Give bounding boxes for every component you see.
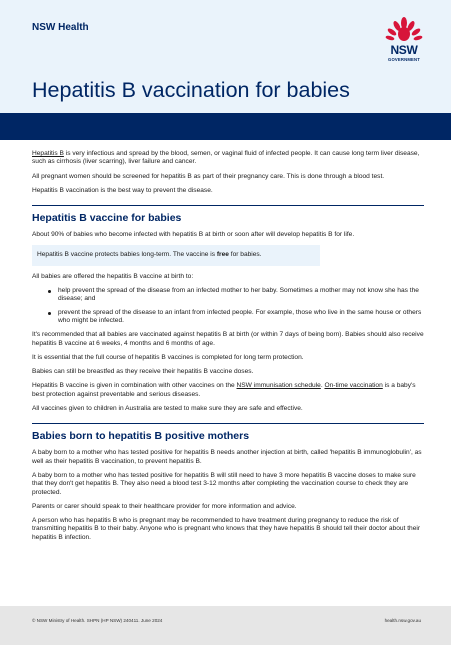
callout-text-end: for babies. bbox=[228, 251, 262, 259]
combination-text: Hepatitis B vaccine is given in combination with other vaccines on the bbox=[32, 382, 237, 390]
full-course-paragraph: It is essential that the full course of hepatitis B vaccines is completed for long term protection. bbox=[32, 353, 304, 361]
copyright-text: © NSW Ministry of Health. SHPN (HP NSW) 240411. June 2024 bbox=[32, 618, 163, 623]
callout-free-text: free bbox=[216, 251, 229, 259]
on-time-vaccination-link[interactable]: On-time vaccination bbox=[324, 382, 383, 390]
best-prevention-paragraph: Hepatitis B vaccination is the best way to prevent the disease. bbox=[32, 186, 213, 194]
section-heading-positive-mothers: Babies born to hepatitis B positive mothers bbox=[32, 423, 424, 443]
offered-at-birth-paragraph: All babies are offered the hepatitis B vaccine at birth to: bbox=[32, 272, 194, 280]
intro-paragraph bbox=[32, 150, 424, 167]
healthcare-provider-paragraph: Parents or carer should speak to their healthcare provider for more information and advice. bbox=[32, 502, 297, 510]
schedule-paragraph: It's recommended that all babies are vaccinated against hepatitis B at birth (or within 7 days of being born). Babies should also receive hepatitis B vaccine at 6 weeks, 4 months and 6 months of age. bbox=[32, 331, 424, 347]
list-item: prevent the spread of the disease to an infant from infected people. For example, those who live in the same house or others who might be infected. bbox=[58, 309, 424, 326]
website-link[interactable]: health.nsw.gov.au bbox=[384, 618, 421, 623]
page-title: Hepatitis B vaccination for babies bbox=[32, 78, 350, 102]
intro-paragraph-text: is very infectious and spread by the blood, semen, or vaginal fluid of infected people. It can cause long term liver disease, such as cirrhosis (liver scarring), liver failure and cancer. bbox=[32, 150, 420, 166]
section-heading-vaccine-for-babies: Hepatitis B vaccine for babies bbox=[32, 205, 424, 225]
safety-paragraph: All vaccines given to children in Australia are tested to make sure they are safe and effective. bbox=[32, 405, 303, 413]
additional-doses-paragraph: A baby born to a mother who has tested positive for hepatitis B will still need to have 3 more hepatitis B vaccine doses to make sure that they don't get hepatitis B. They also need a blood test 3-12 months after completing the vaccination course to check they are protected. bbox=[32, 471, 416, 496]
hepatitis-b-link[interactable]: Hepatitis B bbox=[32, 150, 64, 157]
nsw-government-logo[interactable] bbox=[384, 16, 424, 68]
callout-text: Hepatitis B vaccine protects babies long-term. The vaccine is bbox=[37, 251, 217, 259]
waratah-icon bbox=[384, 16, 424, 44]
list-item: help prevent the spread of the disease from an infected mother to her baby. Sometimes a mother may not know she has the disease; and bbox=[58, 287, 424, 304]
combination-text-end: is a baby's best protection against preventable and serious diseases. bbox=[32, 382, 416, 398]
breastfeeding-paragraph: Babies can still be breastfed as they receive their hepatitis B vaccine doses. bbox=[32, 368, 254, 376]
header-divider-bar bbox=[0, 113, 451, 140]
immunoglobulin-paragraph: A baby born to a mother who has tested positive for hepatitis B needs another injection at birth, called 'hepatitis B immunoglobulin', as well as their hepatitis B vaccination, to prevent hepatitis B. bbox=[32, 449, 422, 465]
reasons-list bbox=[32, 287, 424, 325]
header-band bbox=[0, 0, 451, 113]
logo-text: NSW bbox=[390, 43, 418, 57]
footer bbox=[0, 606, 451, 645]
combination-paragraph bbox=[32, 382, 424, 399]
screening-paragraph: All pregnant women should be screened for hepatitis B as part of their pregnancy care. This is done through a blood test. bbox=[32, 172, 385, 180]
logo-subtext: GOVERNMENT bbox=[387, 57, 420, 62]
callout-box bbox=[32, 245, 320, 265]
combination-separator: . bbox=[320, 382, 325, 390]
org-name: NSW Health bbox=[32, 22, 89, 33]
infection-rate-paragraph: About 90% of babies who become infected with hepatitis B at birth or soon after will develop hepatitis B for life. bbox=[32, 231, 355, 239]
immunisation-schedule-link[interactable]: NSW immunisation schedule bbox=[236, 382, 321, 390]
main-content bbox=[32, 150, 424, 548]
pregnancy-treatment-paragraph: A person who has hepatitis B who is pregnant may be recommended to have treatment during pregnancy to reduce the risk of transmitting hepatitis B to their baby. Anyone who is pregnant who knows that they have hepatitis B should tell their doctor about their hepatitis B infection. bbox=[32, 517, 421, 541]
